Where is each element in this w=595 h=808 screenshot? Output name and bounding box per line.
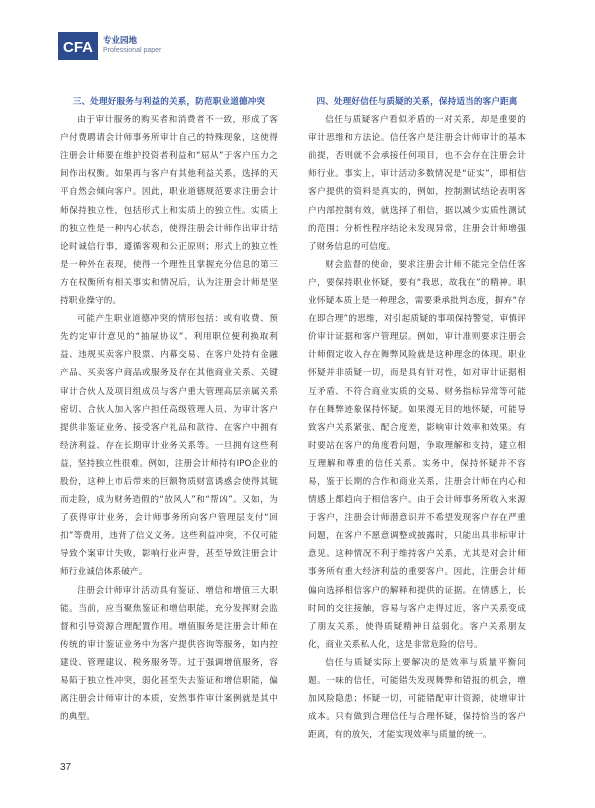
page-number: 37 — [60, 762, 72, 773]
body-paragraph: 由于审计服务的购买者和消费者不一致，形成了客户付费聘请会计师事务所审计自己的特殊现象，这使得注册会计师要在维护投资者利益和“屈从”于客户压力之间作出权衡。如果再与客户有其他利益关系，选择的天平自然会倾向客户。因此，职业道德规范要求注册会计师保持独立性，包括形式上和实质上的独立性。实质上的独立性是一种内心状态，使得注册会计师作出审计结论时诚信行事，遵循客观和公正原则；形式上的独立性是一种外在表现，使得一个理性且掌握充分信息的第三方在权衡所有相关事实和情况后，认为注册会计师是坚持职业操守的。 — [60, 115, 278, 307]
body-paragraph: 信任与质疑客户看似矛盾的一对关系，却是重要的审计思维和方法论。信任客户是注册会计师审计的基本前提，否则就不会承接任何项目，也不会存在注册会计师行业。事实上，审计活动多数情况是“证实”，即相信客户提供的资料是真实的，例如，控制测试结论表明客户内部控制有效，就选择了相信，据以减少实质性测试的范围；分析性程序结论未发现异常，注册会计师增强了财务信息的可信度。 — [308, 115, 526, 252]
section-heading-4: 四、处理好信任与质疑的关系，保持适当的客户距离 — [316, 97, 518, 107]
body-paragraph: 可能产生职业道德冲突的情形包括：或有收费、预先约定审计意见的“抽屉协议”、利用职位便利换取利益、违规买卖客户股票、内幕交易、在客户处持有金融产品、买卖客户商品或服务及存在其他商业关系、关键审计合伙人及项目组成员与客户重大管理高层亲属关系密切、合伙人加入客户担任高级管理人员、为审计客户提供非鉴证业务、接受客户礼品和款待、在客户中拥有经济利益、存在长期审计业务关系等。一旦拥有这些利益，坚持独立性很难。例如，注册会计师持有IPO企业的股份，这种上市后带来的巨额物质财富诱惑会使得其铤而走险，成为财务造假的“放风人”和“帮凶”。又如，为了获得审计业务，会计师事务所向客户管理层支付“回扣”等费用，违背了信义义务。这些利益冲突，不仅可能导致个案审计失败，影响行业声誉，甚至导致注册会计师行业诚信体系破产。 — [60, 314, 278, 578]
left-column — [60, 93, 278, 726]
body-paragraph: 注册会计师审计活动具有鉴证、增信和增值三大职能。当前，应当聚焦鉴证和增信职能，充分发挥财会监督和引导资源合理配置作用。增值服务是注册会计师在传统的审计鉴证业务中为客户提供咨询等服务，如内控建设、管理建议、税务服务等。过于强调增值服务，容易陷于独立性冲突，弱化甚至失去鉴证和增信职能，偏离注册会计师审计的本质，安然事件审计案例就是其中的典型。 — [60, 585, 278, 723]
cfa-logo-icon — [58, 32, 98, 60]
right-column — [308, 93, 526, 744]
section-heading-3: 三、处理好服务与利益的关系，防范职业道德冲突 — [72, 97, 266, 107]
header-text-block — [103, 37, 161, 54]
body-paragraph: 财会监督的使命，要求注册会计师不能完全信任客户，要保持职业怀疑，要有“我思，故我在”的精神。职业怀疑本质上是一种理念，需要秉承批判态度，摒弃“存在即合理”的思维，对引起质疑的事项保持警觉，审慎评价审计证据和客户管理层。例如，审计准则要求注册会计师假定收入存在舞弊风险就是这种理念的体现。职业怀疑并非质疑一切，而是具有针对性，如对审计证据相互矛盾、不符合商业实质的交易、财务指标异常等可能存在舞弊迹象保持怀疑。如果漫无目的地怀疑，可能导致客户关系紧张、配合度差，影响审计效率和效果。有时要站在客户的角度看问题，争取理解和支持，建立相互理解和尊重的信任关系。实务中，保持怀疑并不容易，鉴于长期的合作和商业关系，注册会计师在内心和情感上都趋向于相信客户。由于会计师事务所收入来源于客户，注册会计师潜意识并不希望发现客户存在严重问题，在客户不愿意调整或披露时，只能出具非标审计意见。这种情况不利于维持客户关系，尤其是对会计师事务所有重大经济利益的重要客户。因此，注册会计师偏向选择相信客户的解释和提供的证据。在情感上，长时间的交往接触，容易与客户走得过近，客户关系变成了朋友关系，使得质疑精神日益弱化。客户关系朋友化，商业关系私人化，这是非常危险的信号。 — [308, 259, 526, 650]
page-header — [58, 28, 161, 64]
logo-text: CFA — [63, 39, 93, 56]
section-category-title: 专业园地 — [103, 36, 138, 47]
body-paragraph: 信任与质疑实际上要解决的是效率与质量平衡问题。一味的信任，可能错失发现舞弊和错报的机会，增加风险隐患；怀疑一切，可能错配审计资源，徒增审计成本。只有做到合理信任与合理怀疑，保持恰当的客户距离，有的放矢，才能实现效率与质量的统一。 — [308, 657, 526, 741]
section-category-subtitle: Professional paper — [103, 46, 162, 54]
